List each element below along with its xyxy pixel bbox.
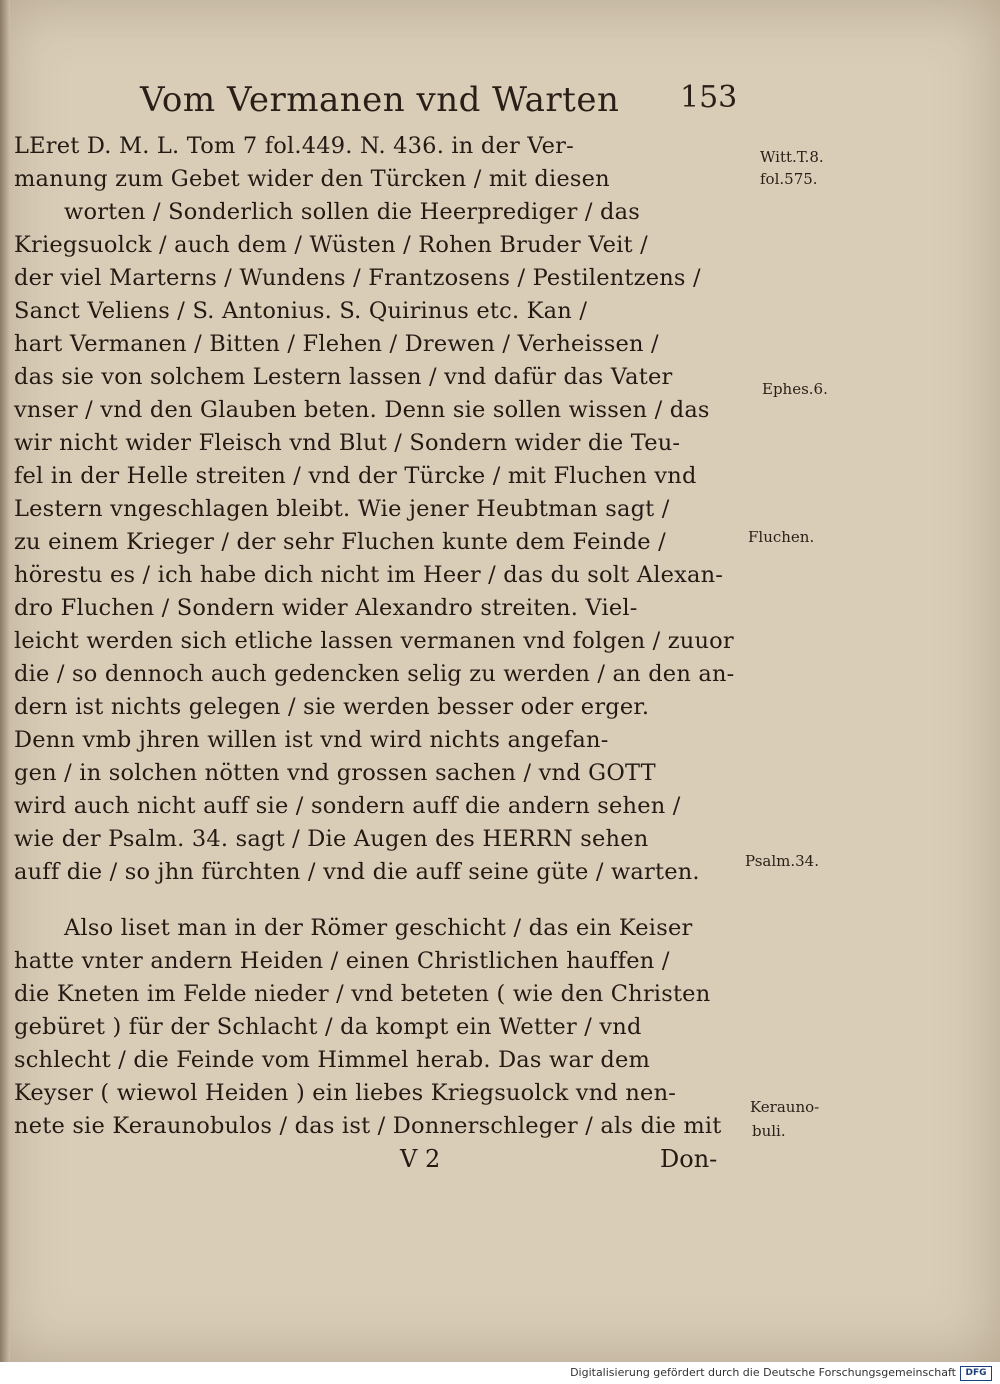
text-line: auff die / so jhn fürchten / vnd die auff seine güte / warten.	[14, 859, 700, 885]
margin-note: fol.575.	[760, 170, 818, 188]
text-line: Also liset man in der Römer geschicht / das ein Keiser	[64, 915, 693, 941]
credit-bar	[0, 1362, 1000, 1384]
margin-note: Fluchen.	[748, 528, 815, 546]
dfg-logo: DFG	[960, 1366, 992, 1381]
text-line: Sanct Veliens / S. Antonius. S. Quirinus etc. Kan /	[14, 298, 588, 324]
text-line: die Kneten im Felde nieder / vnd beteten ( wie den Christen	[14, 981, 711, 1007]
text-line: vnser / vnd den Glauben beten. Denn sie sollen wissen / das	[14, 397, 710, 423]
text-line: nete sie Keraunobulos / das ist / Donnerschleger / als die mit	[14, 1113, 722, 1139]
margin-note: Ephes.6.	[762, 380, 828, 398]
text-line: wir nicht wider Fleisch vnd Blut / Sondern wider die Teu-	[14, 430, 681, 456]
text-line: zu einem Krieger / der sehr Fluchen kunte dem Feinde /	[14, 529, 666, 555]
text-line: wird auch nicht auff sie / sondern auff die andern sehen /	[14, 793, 681, 819]
text-line: Keyser ( wiewol Heiden ) ein liebes Kriegsuolck vnd nen-	[14, 1080, 677, 1106]
text-line: wie der Psalm. 34. sagt / Die Augen des HERRN sehen	[14, 826, 649, 852]
text-line: worten / Sonderlich sollen die Heerprediger / das	[64, 199, 640, 225]
text-line: manung zum Gebet wider den Türcken / mit diesen	[14, 166, 610, 192]
running-header	[140, 78, 760, 128]
text-line: leicht werden sich etliche lassen vermanen vnd folgen / zuuor	[14, 628, 734, 654]
text-line: der viel Marterns / Wundens / Frantzosens / Pestilentzens /	[14, 265, 701, 291]
text-line: Denn vmb jhren willen ist vnd wird nichts angefan-	[14, 727, 609, 753]
text-line: schlecht / die Feinde vom Himmel herab. Das war dem	[14, 1047, 651, 1073]
margin-note: Witt.T.8.	[760, 148, 824, 166]
text-line: die / so dennoch auch gedencken selig zu werden / an den an-	[14, 661, 735, 687]
text-line: hart Vermanen / Bitten / Flehen / Drewen / Verheissen /	[14, 331, 659, 357]
text-line: gebüret ) für der Schlacht / da kompt ein Wetter / vnd	[14, 1014, 642, 1040]
text-line: hatte vnter andern Heiden / einen Christlichen hauffen /	[14, 948, 670, 974]
margin-note: Kerauno-	[750, 1098, 820, 1116]
text-line: hörestu es / ich habe dich nicht im Heer / das du solt Alexan-	[14, 562, 724, 588]
text-line: gen / in solchen nötten vnd grossen sachen / vnd GOTT	[14, 760, 656, 786]
page-number: 153	[680, 80, 738, 115]
credit-text: Digitalisierung gefördert durch die Deutsche Forschungsgemeinschaft	[570, 1366, 956, 1379]
running-title: Vom Vermanen vnd Warten	[140, 80, 620, 120]
signature-mark: V 2	[400, 1145, 441, 1173]
catchword: Don-	[660, 1145, 718, 1173]
text-line: dern ist nichts gelegen / sie werden besser oder erger.	[14, 694, 650, 720]
text-line: fel in der Helle streiten / vnd der Türcke / mit Fluchen vnd	[14, 463, 697, 489]
text-line: Kriegsuolck / auch dem / Wüsten / Rohen Bruder Veit /	[14, 232, 648, 258]
text-line: das sie von solchem Lestern lassen / vnd dafür das Vater	[14, 364, 673, 390]
margin-note: buli.	[752, 1122, 786, 1140]
text-line: LEret D. M. L. Tom 7 fol.449. N. 436. in der Ver-	[14, 133, 574, 159]
text-line: dro Fluchen / Sondern wider Alexandro streiten. Viel-	[14, 595, 638, 621]
margin-note: Psalm.34.	[745, 852, 819, 870]
text-line: Lestern vngeschlagen bleibt. Wie jener Heubtman sagt /	[14, 496, 670, 522]
page-spine-shadow	[0, 0, 10, 1362]
